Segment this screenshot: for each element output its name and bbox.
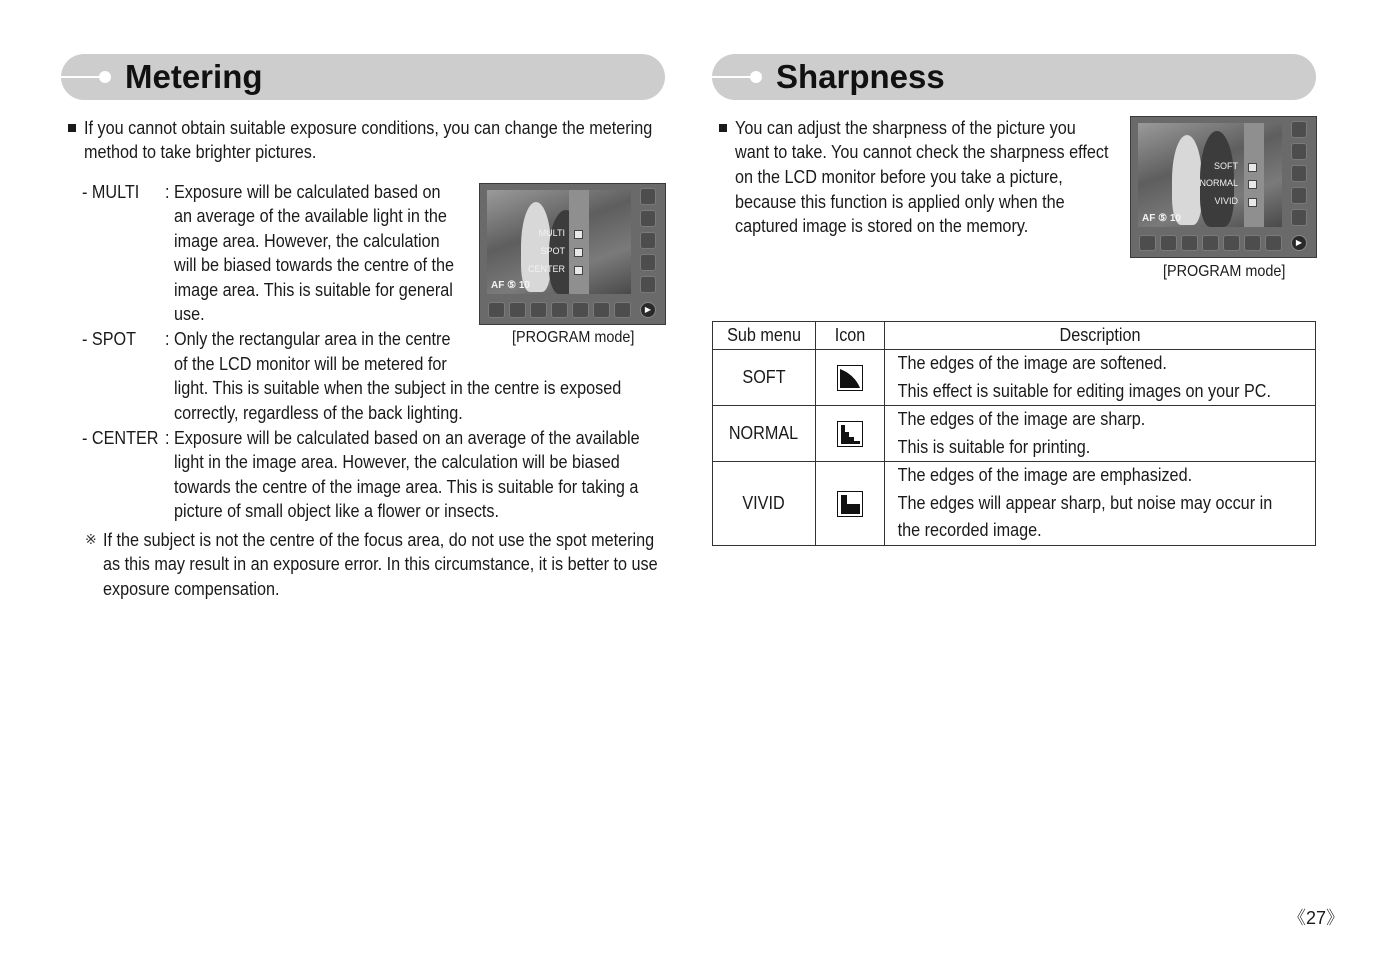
page-number: 《27》 (1288, 908, 1345, 928)
table-row (713, 350, 1316, 406)
description-line: The edges of the image are emphasized. (897, 465, 1192, 485)
sharpness-intro-line: You can adjust the sharpness of the picture you (735, 118, 1076, 138)
play-icon: ▶ (640, 302, 656, 318)
sharpness-intro-line: want to take. You cannot check the sharpness effect (735, 142, 1109, 162)
note-line: as this may result in an exposure error. In this circumstance, it is better to use (103, 554, 658, 574)
lcd-side-button (640, 254, 656, 271)
multi-desc-line: an average of the available light in the (174, 206, 447, 226)
submenu-cell: VIVID (713, 462, 816, 546)
sharpness-title: Sharpness (776, 58, 945, 95)
sharpness-header (712, 54, 1316, 100)
note-line: If the subject is not the centre of the focus area, do not use the spot metering (103, 530, 655, 550)
lcd-bottom-button (1223, 235, 1240, 251)
spot-term: - SPOT (82, 329, 137, 349)
description-line: This effect is suitable for editing images on your PC. (897, 380, 1271, 401)
note-line: exposure compensation. (103, 579, 280, 599)
multi-metering-icon (574, 230, 583, 239)
lcd-side-button (1291, 209, 1307, 226)
lcd-bottom-button (1202, 235, 1219, 251)
metering-intro-line-2: method to take brighter pictures. (84, 142, 317, 162)
table-header-row (713, 322, 1316, 350)
multi-desc-line: image area. However, the calculation (174, 231, 440, 251)
icon-cell (815, 462, 884, 546)
soft-sharpness-icon (837, 365, 863, 391)
description-cell (884, 350, 1315, 406)
normal-sharpness-icon (837, 421, 863, 447)
lcd-bottom-button (509, 302, 526, 318)
metering-title: Metering (125, 58, 263, 95)
description-line: the recorded image. (897, 520, 1042, 540)
description-line: This is suitable for printing. (897, 436, 1091, 457)
lcd-side-button (1291, 187, 1307, 204)
bullet-square-icon (719, 124, 727, 132)
icon-cell (815, 406, 884, 462)
sharpness-intro-line: because this function is applied only when the (735, 192, 1065, 212)
lcd-side-button (1291, 143, 1307, 160)
lcd-menu-item: SOFT (1214, 161, 1238, 171)
spot-desc-line: of the LCD monitor will be metered for (174, 354, 447, 374)
lcd-menu-panel (569, 190, 589, 294)
lcd-bottom-button (488, 302, 505, 318)
center-metering-icon (574, 266, 583, 275)
center-desc-line: light in the image area. However, the calculation will be biased (174, 452, 620, 472)
header-dot-decoration (99, 71, 111, 83)
sharpness-intro-line: captured image is stored on the memory. (735, 216, 1029, 236)
sharpness-lcd-caption: [PROGRAM mode] (1163, 263, 1286, 280)
lcd-bottom-button (1265, 235, 1282, 251)
metering-lcd-illustration (479, 183, 666, 325)
description-line: The edges of the image are softened. (897, 353, 1167, 373)
sharpness-intro-line: on the LCD monitor before you take a picture, (735, 167, 1063, 187)
spot-desc-line: : Only the rectangular area in the centre (165, 329, 451, 349)
soft-sharpness-icon (1248, 163, 1257, 172)
vivid-sharpness-icon (837, 491, 863, 517)
lcd-bottom-button (530, 302, 547, 318)
lcd-bottom-button (572, 302, 589, 318)
lcd-menu-item: CENTER (527, 264, 565, 274)
spot-metering-icon (574, 248, 583, 257)
metering-header (61, 54, 665, 100)
vivid-sharpness-icon (1248, 198, 1257, 207)
table-header-submenu: Sub menu (713, 322, 816, 350)
submenu-cell: SOFT (713, 350, 816, 406)
lcd-bottom-button (1181, 235, 1198, 251)
sharpness-table (712, 321, 1316, 546)
lcd-menu-panel (1244, 123, 1264, 227)
multi-desc-line: use. (174, 304, 205, 324)
header-dot-decoration (750, 71, 762, 83)
multi-desc-line: will be biased towards the centre of the (174, 255, 455, 275)
table-header-description: Description (884, 322, 1315, 350)
lcd-menu-item: SPOT (540, 246, 565, 256)
center-desc-line: towards the centre of the image area. This is suitable for taking a (174, 477, 639, 497)
normal-sharpness-icon (1248, 180, 1257, 189)
spot-desc-line: correctly, regardless of the back lighting. (174, 403, 463, 423)
lcd-side-button (1291, 121, 1307, 138)
lcd-side-button (640, 188, 656, 205)
lcd-photo (487, 190, 631, 294)
description-line: The edges will appear sharp, but noise may occur in (897, 492, 1272, 513)
multi-desc-line: : Exposure will be calculated based on (165, 182, 441, 202)
lcd-bottom-button (551, 302, 568, 318)
lcd-menu-item: NORMAL (1199, 178, 1238, 188)
spot-desc-line: light. This is suitable when the subject in the centre is exposed (174, 378, 622, 398)
description-line: The edges of the image are sharp. (897, 409, 1146, 429)
table-row (713, 462, 1316, 546)
sharpness-lcd-illustration (1130, 116, 1317, 258)
lcd-status-text: AF ⑤ 10 (491, 280, 530, 291)
lcd-side-button (640, 276, 656, 293)
multi-term: - MULTI (82, 182, 140, 202)
table-row (713, 406, 1316, 462)
metering-intro-line-1: If you cannot obtain suitable exposure conditions, you can change the metering (84, 118, 653, 138)
lcd-bottom-button (614, 302, 631, 318)
lcd-side-button (640, 232, 656, 249)
center-desc-line: : Exposure will be calculated based on an average of the available (165, 428, 640, 448)
description-cell (884, 406, 1315, 462)
center-term: - CENTER (82, 428, 159, 448)
lcd-menu-item: VIVID (1214, 196, 1238, 206)
lcd-bottom-button (593, 302, 610, 318)
icon-cell (815, 350, 884, 406)
submenu-cell: NORMAL (713, 406, 816, 462)
center-desc-line: picture of small object like a flower or insects. (174, 501, 500, 521)
lcd-side-button (640, 210, 656, 227)
metering-lcd-caption: [PROGRAM mode] (512, 329, 635, 346)
multi-desc-line: image area. This is suitable for general (174, 280, 453, 300)
lcd-bottom-button (1160, 235, 1177, 251)
lcd-menu-item: MULTI (538, 228, 565, 238)
lcd-photo (1138, 123, 1282, 227)
note-mark-icon: ※ (85, 531, 97, 547)
lcd-status-text: AF ⑤ 10 (1142, 213, 1181, 224)
table-header-icon: Icon (815, 322, 884, 350)
lcd-side-button (1291, 165, 1307, 182)
bullet-square-icon (68, 124, 76, 132)
play-icon: ▶ (1291, 235, 1307, 251)
description-cell (884, 462, 1315, 546)
lcd-bottom-button (1244, 235, 1261, 251)
lcd-bottom-button (1139, 235, 1156, 251)
